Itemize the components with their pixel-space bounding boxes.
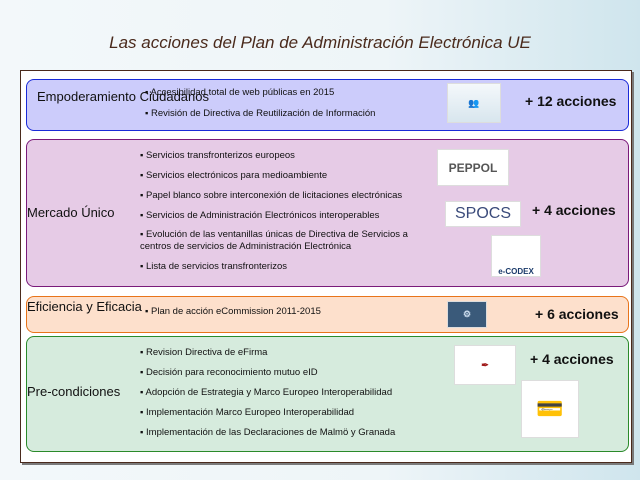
category-label: Mercado Único	[27, 205, 115, 220]
spocs-logo: SPOCS	[445, 201, 521, 227]
people-network-image: 👥	[447, 83, 501, 123]
ecodex-logo: e-CODEX	[491, 235, 541, 277]
list-item: ▪ Lista de servicios transfronterizos	[140, 261, 287, 273]
list-item-continuation: centros de servicios de Administración Electrónica	[140, 241, 352, 252]
action-count: + 4 acciones	[530, 351, 614, 367]
list-item: ▪ Revision Directiva de eFirma	[140, 347, 267, 359]
action-count: + 12 acciones	[525, 93, 617, 109]
section-empoderamiento	[26, 79, 629, 131]
list-item: ▪ Decisión para reconocimiento mutuo eID	[140, 367, 318, 379]
action-count: + 4 acciones	[532, 202, 616, 218]
section-mercado-unico	[26, 139, 629, 287]
list-item: ▪ Servicios electrónicos para medioambiente	[140, 170, 327, 182]
category-label: Pre-condiciones	[27, 384, 121, 399]
section-eficiencia	[26, 296, 629, 333]
list-item: ▪ Evolución de las ventanillas únicas de Directiva de Servicios a	[140, 229, 408, 241]
list-item: ▪ Plan de acción eCommission 2011-2015	[145, 306, 321, 318]
content-panel	[20, 70, 632, 463]
list-item: ▪ Revisión de Directiva de Reutilización de Información	[145, 108, 375, 120]
category-label: Eficiencia y Eficacia	[27, 299, 142, 314]
section-precondiciones	[26, 336, 629, 452]
eid-card-reader-image: 💳	[521, 380, 579, 438]
slide-title: Las acciones del Plan de Administración Electrónica UE	[109, 33, 531, 52]
peppol-logo: PEPPOL	[437, 149, 509, 186]
list-item: ▪ Servicios de Administración Electrónicos interoperables	[140, 210, 379, 222]
gears-image: ⚙	[447, 301, 487, 328]
list-item: ▪ Servicios transfronterizos europeos	[140, 150, 295, 162]
list-item: ▪ Implementación de las Declaraciones de Malmö y Granada	[140, 427, 395, 439]
action-count: + 6 acciones	[535, 306, 619, 322]
list-item: ▪ Implementación Marco Europeo Interoperabilidad	[140, 407, 354, 419]
eu-signature-image: ✒	[454, 345, 516, 385]
list-item: ▪ Papel blanco sobre interconexión de licitaciones electrónicas	[140, 190, 402, 202]
category-label: Empoderamiento Ciudadanos	[37, 89, 209, 104]
list-item: ▪ Accesibilidad total de web públicas en 2015	[145, 87, 334, 99]
list-item: ▪ Adopción de Estrategia y Marco Europeo Interoperabilidad	[140, 387, 392, 399]
